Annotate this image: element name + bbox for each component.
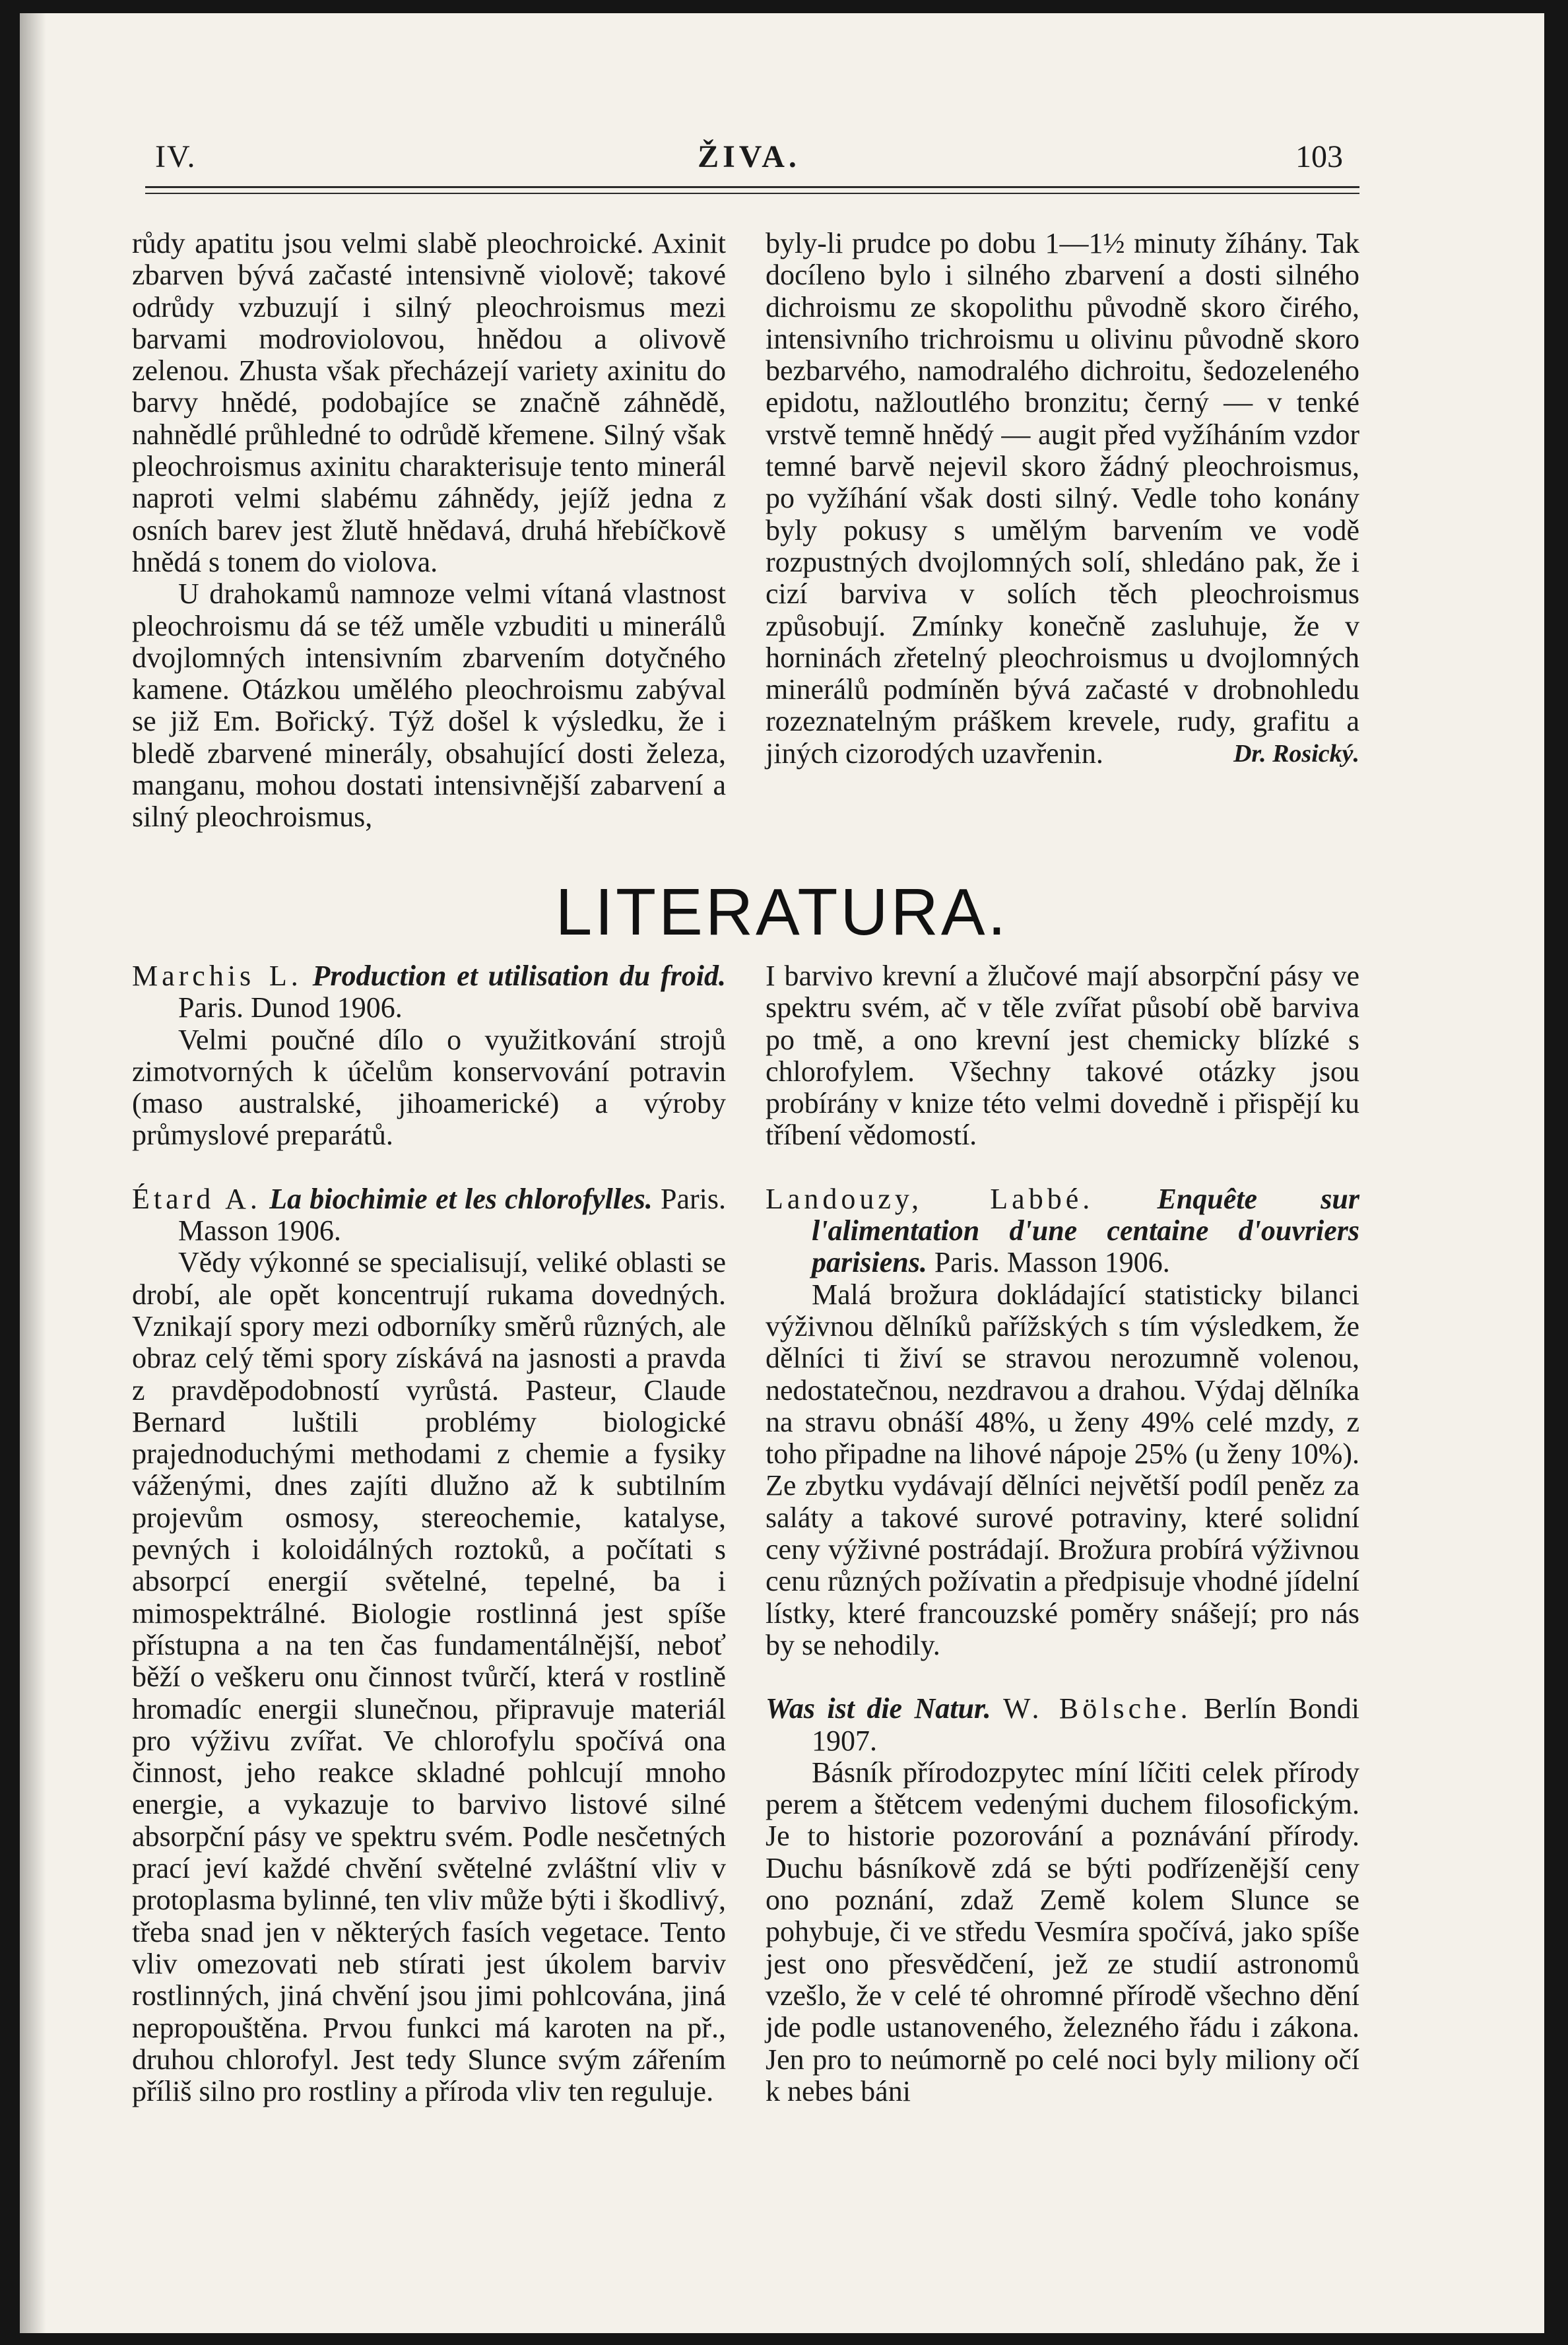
review-body: Vědy výkonné se specialisují, veliké oblasti se drobí, ale opět koncentrují rukama dovedných. Vznikají spory mezi odborníky směrů různých, ale obraz celý těmi spory získává na jasnosti a pravda z pravděpodobností vyrůstá. Pasteur, Claude Bernard luštili problémy biologické prajednoduchými methodami z chemie a fysiky váženými, dnes zajíti dlužno až k subtilním projevům osmosy, stereochemie, katalyse, pevných i koloidálných roztoků, a počítati s absorpcí energií světelné, tepelné, ba i mimospektrálné. Biologie rostlinná jest spíše přístupna a na ten čas fundamentálnější, neboť běží o veškeru onu činnost tvůrčí, která v rostlině hromadíc energii slunečnou, připravuje materiál pro výživu zvířat. Ve chlorofylu spočívá ona činnost, jeho reakce skladné pohlcují mnoho energie, a vykazuje to barvivo listové silné absorpční pásy ve spektru svém. Podle nesčetných prací jeví každé chvění světelné zvláštní vliv v protoplasma bylinné, ten vliv může býti i škodlivý, třeba snad jen v některých fasích vegetace. Tento vliv omezovati neb stírati jest úkolem barviv rostlinných, jiná chvění jsou jimi pohlcována, jiná nepropouštěna. Prvou funkci má karoten na př., druhou chlorofyl. Jest tedy Slunce svým zářením příliš silno pro rostliny a příroda vliv ten reguluje. xyxy=(132,1246,726,2108)
review-entry xyxy=(132,960,726,1152)
review-body: I barvivo krevní a žlučové mají absorpční pásy ve spektru svém, ač v těle zvířat působí obě barviva po tmě, a ono krevní jest chemicky blízké s chlorofylem. Všechny takové otázky jsou probírány v knize této velmi dovedně i přispějí ku tříbení vědomostí. xyxy=(766,960,1359,1152)
review-publisher: Paris. Dunod 1906. xyxy=(178,991,403,1024)
review-heading xyxy=(132,960,726,1024)
page-number: 103 xyxy=(1295,139,1343,174)
review-book-title: Was ist die Natur. xyxy=(766,1692,991,1725)
review-author: W. Bölsche. xyxy=(1003,1692,1192,1725)
article-column-left xyxy=(132,228,726,834)
review-publisher: Berlín Bondi 1907. xyxy=(812,1692,1359,1757)
paragraph-text: byly-li prudce po dobu 1—1½ minuty žíhány. Tak docíleno bylo i silného zbarvení a dosti silného dichroismu ze skopolithu původně skoro čirého, intensivního trichroismu u olivinu původně skoro bezbarvého, namodralého dichroitu, šedozeleného epidotu, nažloutlého bronzitu; černý — v tenké vrstvě temně hnědý — augit před vyžíháním vzdor temné barvě nejevil skoro žádný pleochroismus, po vyžíhání však dosti silný. Vedle toho konány byly pokusy s umělým barvením ve vodě rozpustných dvojlomných solí, shledáno pak, že i cizí barviva v solích těch pleochroismus způsobují. Zmínky konečně zasluhuje, že v horninách zřetelný pleochroismus u dvojlomných minerálů podmíněn bývá začasté v drobnohledu rozeznatelným práškem krevele, rudy, grafitu a jiných cizorodých uzavřenin. xyxy=(766,227,1359,770)
review-book-title: Production et utilisation du froid. xyxy=(312,960,727,992)
section-title: LITERATURA. xyxy=(555,875,1009,949)
reviews-column-right xyxy=(766,960,1359,2139)
volume-number: IV. xyxy=(155,139,197,174)
review-heading xyxy=(766,1183,1359,1279)
header-rule xyxy=(145,186,1359,188)
review-publisher: Paris. Masson 1906. xyxy=(934,1246,1170,1279)
review-publisher: Paris. Masson 1906. xyxy=(178,1182,727,1247)
scan-shadow xyxy=(20,13,46,2333)
review-author: Étard A. xyxy=(132,1182,261,1215)
review-body: Velmi poučné dílo o využitkování strojů zimotvorných k účelům konservování potravin (maso australské, jihoamerické) a výroby průmyslové preparátů. xyxy=(132,1023,726,1152)
review-entry xyxy=(132,1183,726,2108)
review-author: Marchis L. xyxy=(132,960,302,992)
review-book-title: La biochimie et les chlorofylles. xyxy=(269,1182,653,1215)
review-entry xyxy=(766,1693,1359,2107)
review-author: Landouzy, Labbé. xyxy=(766,1182,1094,1215)
review-entry xyxy=(766,1183,1359,1661)
document-page xyxy=(20,13,1544,2333)
review-book-title: Enquête sur l'alimentation d'une centaine d'ouvriers parisiens. xyxy=(812,1182,1360,1279)
paragraph xyxy=(766,228,1359,770)
review-heading xyxy=(766,1693,1359,1757)
running-header xyxy=(20,139,1544,178)
header-rule-thin xyxy=(145,193,1359,194)
author-signature: Dr. Rosický. xyxy=(1233,739,1359,768)
review-continuation xyxy=(766,960,1359,1152)
reviews-column-left xyxy=(132,960,726,2139)
review-body: Básník přírodozpytec míní líčiti celek přírody perem a štětcem vedenými duchem filosofickým. Je to historie pozorování a poznávání přírody. Duchu básníkově zdá se býti podřízenější ceny ono poznání, zdaž Země kolem Slunce se pohybuje, či ve středu Vesmíra spočívá, jako spíše jest ono přesvědčení, jež ze studií astronomů vzešlo, že v celé té ohromné přírodě všechno dění jde podle ustanoveného, železného řádu i zákona. Jen pro to neúmorně po celé noci byly miliony očí k nebes báni xyxy=(766,1756,1359,2107)
paragraph: růdy apatitu jsou velmi slabě pleochroické. Axinit zbarven bývá začasté intensivně violově; takové odrůdy vzbuzují i silný pleochroismus mezi barvami modroviolovou, hnědou a olivově zelenou. Zhusta však přecházejí variety axinitu do barvy hnědé, podobajíce se značně záhnědě, nahnědlé průhledné to odrůdě křemene. Silný však pleochroismus axinitu charakterisuje tento minerál naproti velmi slabému záhnědy, jejíž jedna z osních barev jest žlutě hnědavá, druhá hřebíčkově hnědá s tonem do violova. xyxy=(132,227,726,578)
journal-title: ŽIVA. xyxy=(698,139,800,174)
review-body: Malá brožura dokládající statisticky bilanci výživnou dělníků pařížských s tím výsledkem, že dělníci ti živí se stravou nerozumně volenou, nedostatečnou, nezdravou a drahou. Výdaj dělníka na stravu obnáší 48%, u ženy 49% celé mzdy, z toho připadne na lihové nápoje 25% (u ženy 10%). Ze zbytku vydávají dělníci největší podíl peněz za saláty a takové surové potraviny, které solidní ceny výživné postrádají. Brožura probírá výživnou cenu různých požívatin a předpisuje vhodné jídelní lístky, které francouzské poměry snášejí; pro nás by se nehodily. xyxy=(766,1278,1359,1661)
review-heading xyxy=(132,1183,726,1247)
paragraph: U drahokamů namnoze velmi vítaná vlastnost pleochroismu dá se též uměle vzbuditi u minerálů dvojlomných intensivním zbarvením dotyčného kamene. Otázkou umělého pleochroismu zabýval se již Em. Bořický. Týž došel k výsledku, že i bledě zbarvené minerály, obsahující dosti železa, manganu, mohou dostati intensivnější zabarvení a silný pleochroismus, xyxy=(132,578,726,834)
article-column-right xyxy=(766,228,1359,770)
